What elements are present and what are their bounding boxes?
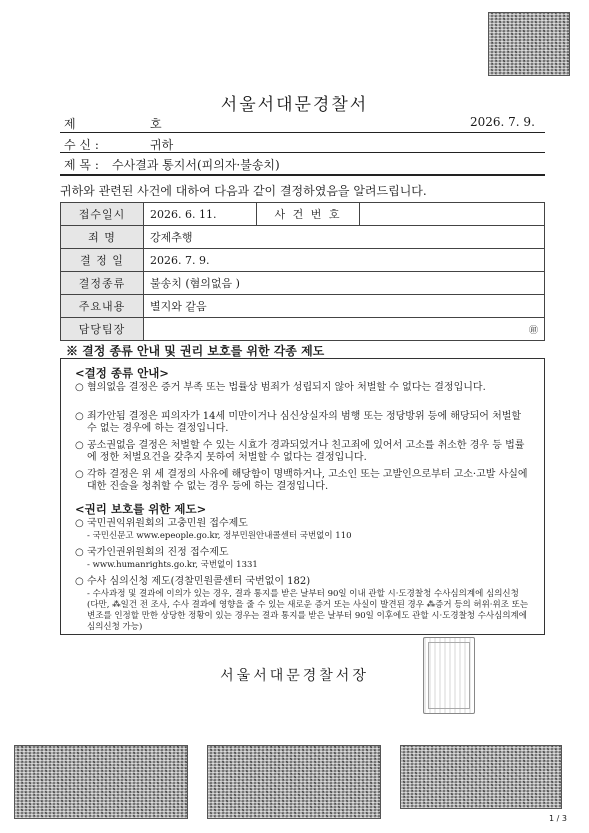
officer-value <box>144 318 545 341</box>
main-content-label: 주요내용 <box>61 295 144 318</box>
doc-date: 2026. 7. 9. <box>470 115 535 129</box>
offense-value: 강제추행 <box>144 226 545 249</box>
case-info-table <box>60 202 545 341</box>
qr-code-bottom-1 <box>14 745 188 819</box>
case-number-label: 사 건 번 호 <box>257 203 360 226</box>
decision-guide-title: <결정 종류 안내> <box>75 366 169 380</box>
qr-code-bottom-2 <box>207 745 381 819</box>
divider <box>60 174 545 176</box>
table-row <box>61 272 545 295</box>
bullet-icon: ○ <box>75 547 84 558</box>
subject-value: 수사결과 통지서(피의자·불송치) <box>112 158 280 172</box>
rights-item-sub: - 국민신문고 www.epeople.go.kr, 정부민원안내콜센터 국번없이 110 <box>87 531 352 541</box>
notice-text: 귀하와 관련된 사건에 대하여 다음과 같이 결정하였음을 알려드립니다. <box>60 184 427 198</box>
qr-code-top-right <box>488 12 570 76</box>
case-number-value <box>360 203 545 226</box>
decision-date-value: 2026. 7. 9. <box>144 249 545 272</box>
doc-number-label: 제 <box>64 117 76 131</box>
recipient-value: 귀하 <box>150 138 174 152</box>
chief-signature-title: 서울서대문경찰서장 <box>220 668 369 684</box>
table-row <box>61 203 545 226</box>
decision-date-label: 결 정 일 <box>61 249 144 272</box>
divider <box>60 152 545 153</box>
decision-type-value: 불송치 (혐의없음 ) <box>144 272 545 295</box>
bullet-icon: ○ <box>75 411 84 422</box>
page-indicator: 1 / 3 <box>549 814 567 823</box>
recipient-label: 수 신 : <box>64 138 99 152</box>
received-date-label: 접수일시 <box>61 203 144 226</box>
table-row <box>61 318 545 341</box>
table-row <box>61 226 545 249</box>
subject-label: 제 목 : <box>64 158 99 172</box>
offense-label: 죄 명 <box>61 226 144 249</box>
main-content-value: 별지와 같음 <box>144 295 545 318</box>
rights-item-sub: - www.humanrights.go.kr, 국번없이 1331 <box>87 560 258 570</box>
rights-item-sub: - 수사과정 및 결과에 이의가 있는 경우, 결과 통지를 받은 날부터 90일 이내 관할 시·도경찰청 수사심의계에 심의신청 (다만, ⁂일건 전 조사, 수사 결과에 영향을 줄 수 있는 새로운 증거 또는 사실이 발견된 경우 ⁂증거 등의 허위·위조 또는 변조를 인정할 만한 상당한 정황이 있는 경우는 결과 통지를 받은 날부터 90일 이후에도 관할 시·도경찰청 수사심의계에 심의신청 가능) <box>87 589 529 632</box>
bullet-icon: ○ <box>75 469 84 480</box>
bullet-icon: ○ <box>75 382 84 393</box>
document-title: 서울서대문경찰서 <box>220 95 369 115</box>
bullet-icon: ○ <box>75 576 84 587</box>
table-row <box>61 295 545 318</box>
decision-type-label: 결정종류 <box>61 272 144 295</box>
rights-title: <권리 보호를 위한 제도> <box>75 502 207 516</box>
qr-code-bottom-3 <box>400 745 562 809</box>
guide-section-heading: ※ 결정 종류 안내 및 권리 보호를 위한 각종 제도 <box>66 344 325 358</box>
divider <box>60 132 545 133</box>
bullet-icon: ○ <box>75 518 84 529</box>
doc-number-suffix: 호 <box>150 117 162 131</box>
officer-label: 담당팀장 <box>61 318 144 341</box>
guide-box: <결정 종류 안내> ○ 혐의없음 결정은 증거 부족 또는 법률상 범죄가 성립되지 않아 처벌할 수 없다는 결정입니다. ○ 죄가안됨 결정은 피의자가 14세 미만이거나 심신상실자의 범행 또는 정당방위 등에 해당되어 처벌할 수 없는 경우에 하는 결정입니다. ○ 공소권없음 결정은 처벌할 수 있는 시효가 경과되었거나 친고죄에 있어서 고소를 취소한 경우 등 법률에 정한 처벌요건을 갖추지 못하여 처벌할 수 없다는 결정입니다. ○ 각하 결정은 위 세 결정의 사유에 해당함이 명백하거나, 고소인 또는 고발인으로부터 고소·고발 사실에 대한 진술을 청취할 수 없는 경우 등에 하는 결정입니다. <권리 보호를 위한 제도> ○ 국민권익위원회의 고충민원 접수제도 - 국민신문고 www.epeople.go.kr, 정부민원안내콜센터 국번없이 110 ○ 국가인권위원회의 진정 접수제도 - www.humanrights.go.kr, 국번없이 1331 ○ 수사 심의신청 제도(경찰민원콜센터 국번없이 182) - 수사과정 및 결과에 이의가 있는 경우, 결과 통지를 받은 날부터 90일 이내 관할 시·도경찰청 수사심의계에 심의신청 (다만, ⁂일건 전 조사, 수사 결과에 영향을 줄 수 있는 새로운 증거 또는 사실이 발견된 경우 ⁂증거 등의 허위·위조 또는 변조를 인정할 만한 상당한 정황이 있는 경우는 결과 통지를 받은 날부터 90일 이후에도 관할 시·도경찰청 수사심의계에 심의신청 가능) <box>60 358 545 635</box>
bullet-icon: ○ <box>75 440 84 451</box>
received-date-value: 2026. 6. 11. <box>144 203 257 226</box>
official-seal-stamp <box>423 637 475 714</box>
table-row <box>61 249 545 272</box>
stamp-icon: ㊞ <box>528 325 538 336</box>
